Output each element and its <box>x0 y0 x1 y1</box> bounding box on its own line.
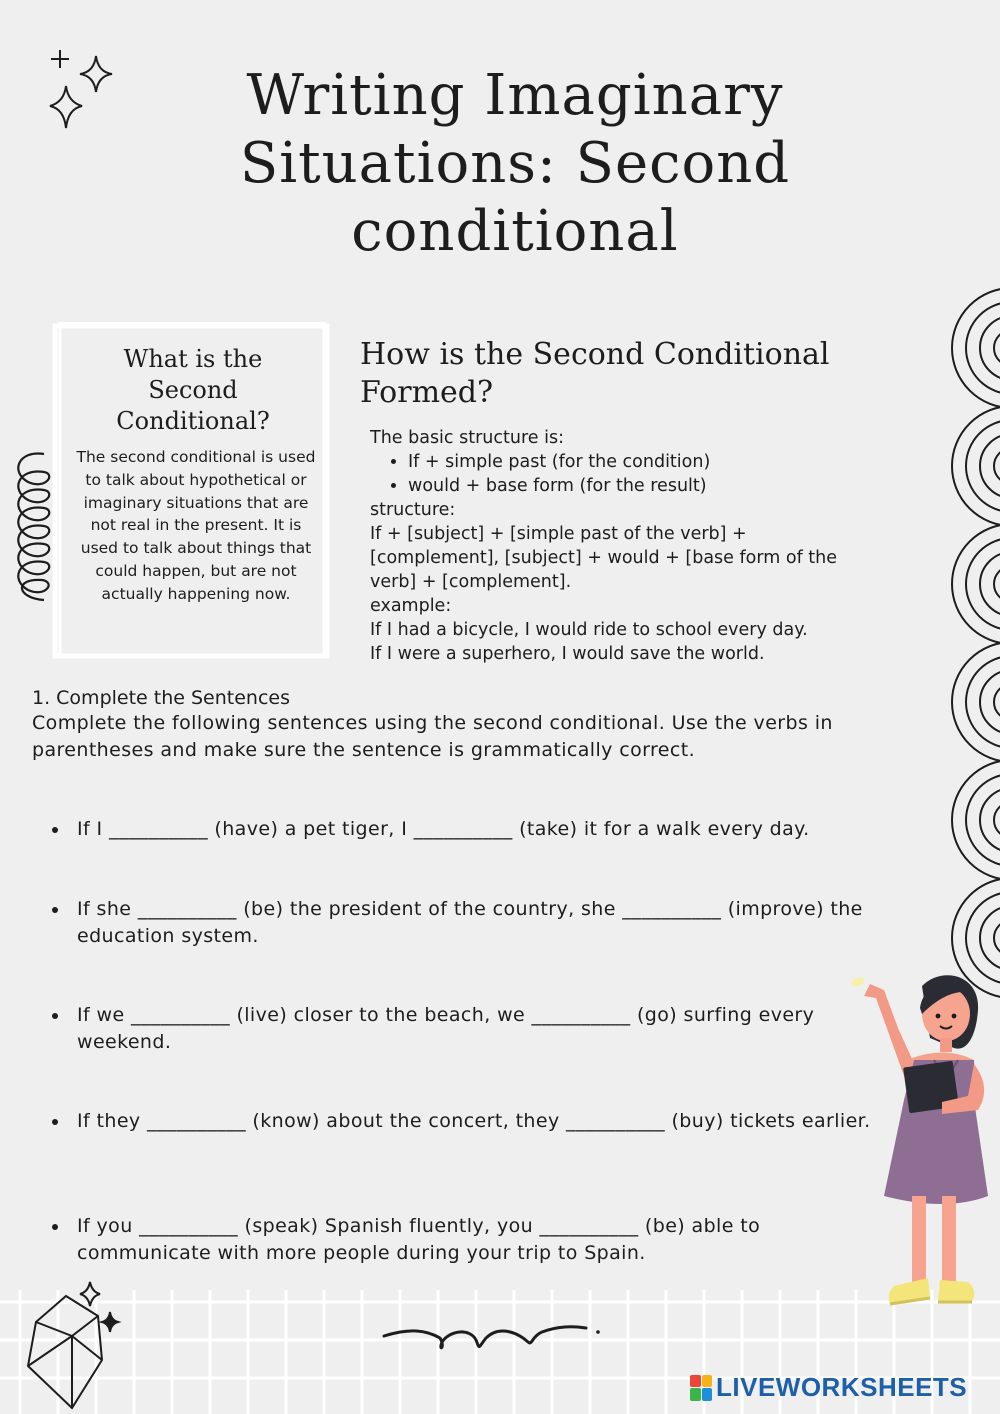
squiggle-icon <box>380 1318 610 1358</box>
sentence-text: If they __________ (know) about the concert, they __________ (buy) tickets earlier. <box>77 1110 871 1132</box>
page-title: Writing Imaginary Situations: Second conditional <box>239 63 791 264</box>
formation-body <box>370 426 960 666</box>
formation-intro: The basic structure is: <box>370 428 564 448</box>
definition-heading: What is the Second Conditional? <box>116 345 270 435</box>
bullet-dot <box>52 1224 58 1230</box>
sentence-text: If I __________ (have) a pet tiger, I __________ (take) it for a walk every day. <box>77 818 810 840</box>
concentric-arcs-decoration <box>950 286 1000 1016</box>
formation-heading: How is the Second Conditional Formed? <box>360 337 830 410</box>
exercise-heading: 1. Complete the Sentences <box>32 687 291 709</box>
formation-bullet: • would + base form (for the result) <box>408 474 960 498</box>
formation-bullet: • If + simple past (for the condition) <box>408 450 960 474</box>
logo-text: LIVEWORKSHEETS <box>716 1372 968 1402</box>
sentence-text: If you __________ (speak) Spanish fluently, you __________ (be) able to communicate with more people during your trip to Spain. <box>77 1215 761 1264</box>
example-sentence: If I were a superhero, I would save the world. <box>370 644 765 664</box>
sentence-text: If she __________ (be) the president of the country, she __________ (improve) the education system. <box>77 898 863 947</box>
bullet-dot <box>52 827 58 833</box>
structure-line: If + [subject] + [simple past of the verb] + <box>370 524 747 544</box>
example-label: example: <box>370 596 452 616</box>
exercise-sentence <box>52 1002 872 1056</box>
bullet-dot <box>52 907 58 913</box>
formation-bullets <box>370 450 960 498</box>
gem-icon <box>20 1278 130 1414</box>
sentence-text: If we __________ (live) closer to the beach, we __________ (go) surfing every weekend. <box>77 1004 815 1053</box>
sparkles-icon <box>44 46 116 134</box>
exercise-sentence <box>52 1213 872 1267</box>
logo-mark-icon <box>690 1375 712 1401</box>
structure-line: [complement], [subject] + would + [base form of the <box>370 548 838 568</box>
exercise-sentence <box>52 816 872 843</box>
bullet-dot <box>52 1013 58 1019</box>
structure-line: verb] + [complement]. <box>370 572 572 592</box>
exercise-sentence <box>52 1108 872 1135</box>
teacher-illustration <box>842 968 992 1318</box>
loop-scribble-icon <box>6 430 58 610</box>
definition-text: The second conditional is used to talk about hypothetical or imaginary situations that are not real in the present. It is used to talk about things that could happen, but are not actually happening now. <box>76 448 316 603</box>
exercise-sentence <box>52 896 872 950</box>
liveworksheets-logo[interactable] <box>690 1372 967 1403</box>
bullet-dot <box>52 1119 58 1125</box>
exercise-instructions: Complete the following sentences using the second conditional. Use the verbs in parentheses and make sure the sentence is grammatically correct. <box>32 712 833 761</box>
structure-label: structure: <box>370 500 456 520</box>
example-sentence: If I had a bicycle, I would ride to school every day. <box>370 620 808 640</box>
